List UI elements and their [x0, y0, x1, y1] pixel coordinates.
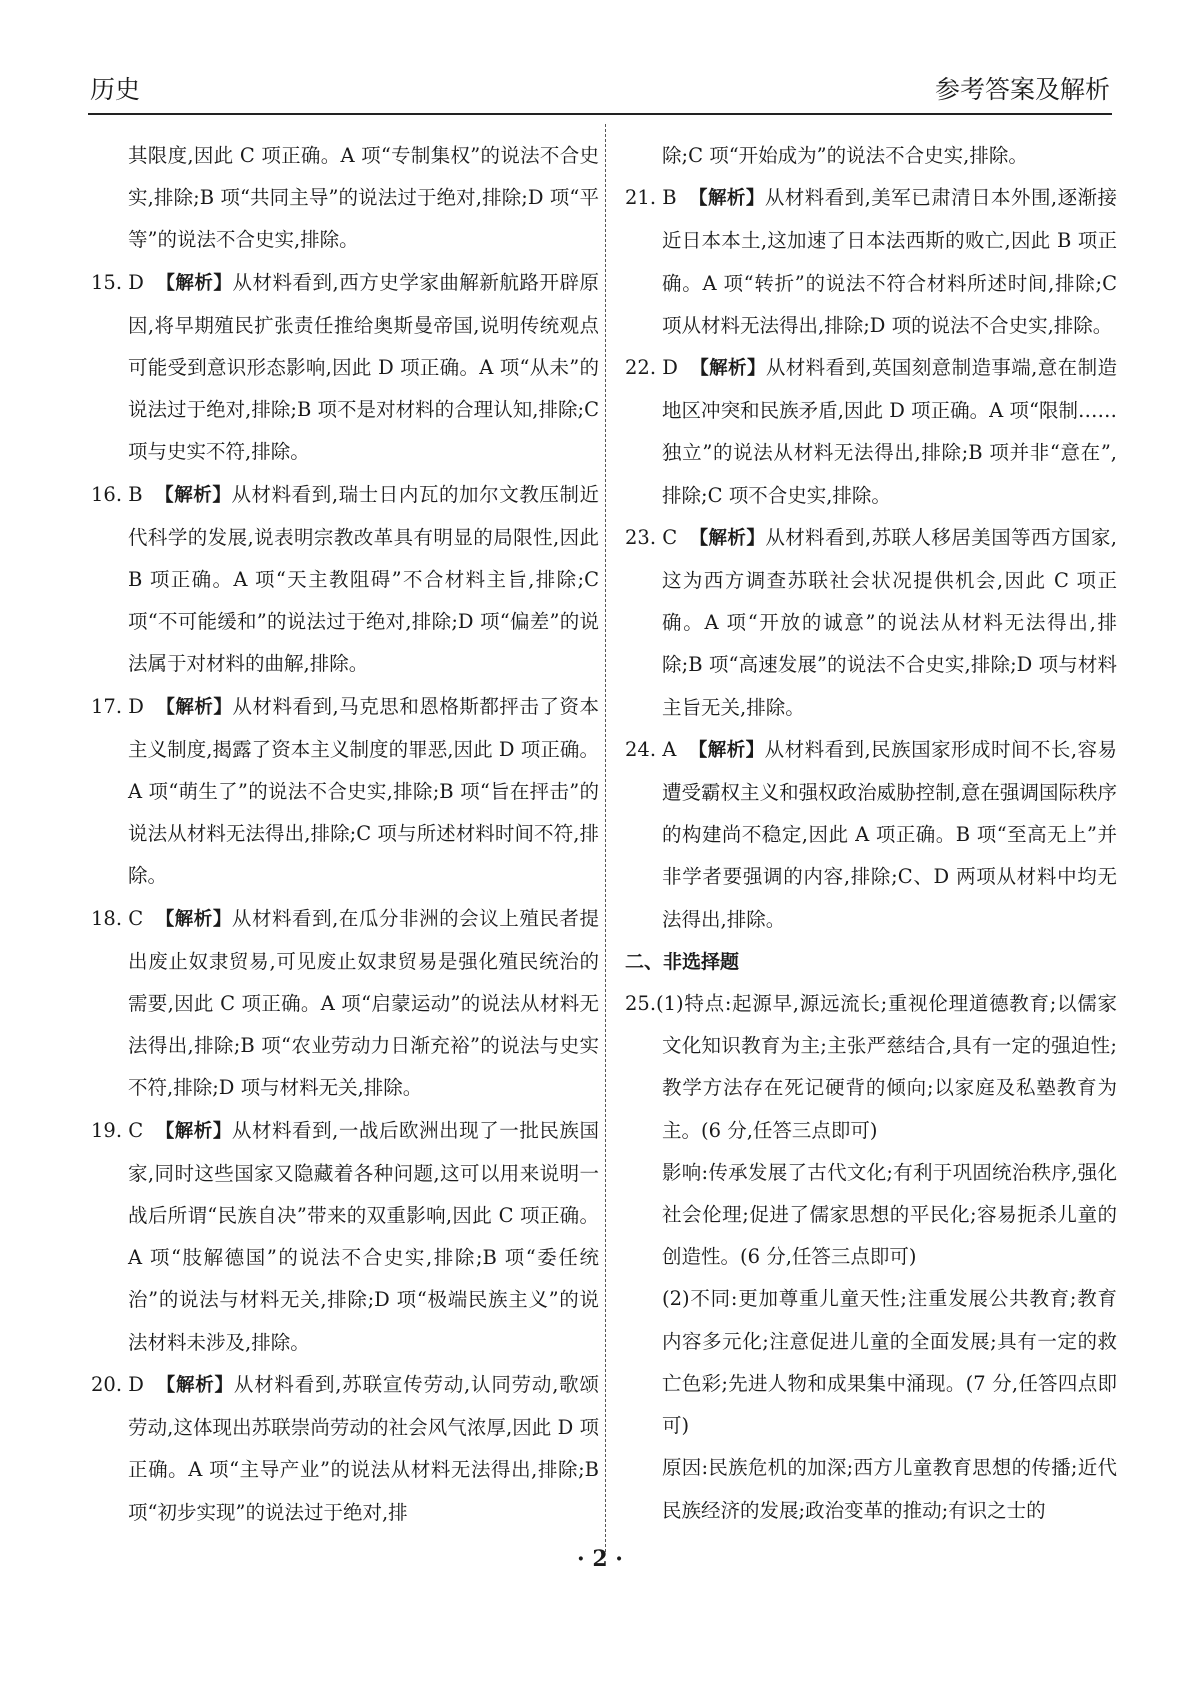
answer-18: [91, 898, 599, 1110]
answer-number: 17. D: [91, 694, 144, 718]
answer-25-part1: [625, 983, 1117, 1152]
answer-number: 18. C: [91, 906, 144, 930]
answer-17: [91, 686, 599, 898]
answer-number: 24. A: [625, 737, 677, 761]
column-divider: [605, 124, 606, 1552]
analysis-tag: 【解析】: [155, 1374, 234, 1396]
answer-number: 25.: [625, 992, 657, 1016]
answer-number: 19. C: [91, 1118, 144, 1142]
page-number: · 2 ·: [577, 1546, 623, 1572]
analysis-tag: 【解析】: [154, 484, 232, 506]
answer-text: 从材料看到,马克思和恩格斯都抨击了资本主义制度,揭露了资本主义制度的罪恶,因此 D 项正确。A 项“萌生了”的说法不合史实,排除;B 项“旨在抨击”的说法从材料无法得出,排除;C 项与所述材料时间不符,排除。: [128, 694, 599, 888]
answer-number: 23. C: [625, 525, 678, 549]
answer-21: [625, 177, 1117, 347]
answer-text: 从材料看到,苏联人移居美国等西方国家,这为西方调查苏联社会状况提供机会,因此 C 项正确。A 项“开放的诚意”的说法从材料无法得出,排除;B 项“高速发展”的说法不合史实,排除;D 项与材料主旨无关,排除。: [662, 525, 1117, 719]
analysis-tag: 【解析】: [155, 1120, 232, 1142]
answer-22: [625, 347, 1117, 517]
section-heading: 二、非选择题: [625, 950, 740, 973]
page-header: [88, 70, 1112, 116]
answer-text: 从材料看到,英国刻意制造事端,意在制造地区冲突和民族矛盾,因此 D 项正确。A 项“限制……独立”的说法从材料无法得出,排除;B 项并非“意在”,排除;C 项不合史实,排除。: [662, 356, 1117, 507]
answer-text: 从材料看到,在瓜分非洲的会议上殖民者提出废止奴隶贸易,可见废止奴隶贸易是强化殖民统治的需要,因此 C 项正确。A 项“启蒙运动”的说法从材料无法得出,排除;B 项“农业劳动力日渐充裕”的说法与史实不符,排除;D 项与材料无关,排除。: [128, 906, 599, 1100]
answer-16: [91, 474, 599, 686]
answer-23: [625, 517, 1117, 729]
analysis-tag: 【解析】: [155, 696, 233, 718]
answer-25-influence: 影响:传承发展了古代文化;有利于巩固统治秩序,强化社会伦理;促进了儒家思想的平民化;容易扼杀儿童的创造性。(6 分,任答三点即可): [662, 1160, 1117, 1269]
answer-number: 16. B: [91, 482, 143, 506]
header-rule: [88, 113, 1112, 115]
answer-text: 从材料看到,美军已肃清日本外围,逐渐接近日本本土,这加速了日本法西斯的败亡,因此 B 项正确。A 项“转折”的说法不符合材料所述时间,排除;C 项从材料无法得出,排除;D 项的说法不合史实,排除。: [662, 186, 1117, 337]
answer-20: [91, 1364, 599, 1534]
analysis-tag: 【解析】: [688, 739, 765, 761]
continued-answer: 其限度,因此 C 项正确。A 项“专制集权”的说法不合史实,排除;B 项“共同主导”的说法过于绝对,排除;D 项“平等”的说法不合史实,排除。: [128, 144, 599, 252]
analysis-tag: 【解析】: [689, 527, 766, 549]
answer-number: 15. D: [91, 270, 144, 294]
answer-number: 22. D: [625, 356, 678, 380]
answer-24: [625, 729, 1117, 941]
analysis-tag: 【解析】: [688, 188, 765, 210]
answer-text: 从材料看到,瑞士日内瓦的加尔文教压制近代科学的发展,说表明宗教改革具有明显的局限性,因此 B 项正确。A 项“天主教阻碍”不合材料主旨,排除;C 项“不可能缓和”的说法过于绝对,排除;D 项“偏差”的说法属于对材料的曲解,排除。: [128, 482, 599, 676]
answer-25-part2: (2)不同:更加尊重儿童天性;注重发展公共教育;教育内容多元化;注意促进儿童的全面发展;具有一定的救亡色彩;先进人物和成果集中涌现。(7 分,任答四点即可): [662, 1287, 1117, 1438]
answer-number: 21. B: [625, 186, 677, 210]
analysis-tag: 【解析】: [689, 358, 766, 380]
answer-15: [91, 262, 599, 474]
answer-text: 从材料看到,苏联宣传劳动,认同劳动,歌颂劳动,这体现出苏联崇尚劳动的社会风气浓厚,因此 D 项正确。A 项“主导产业”的说法从材料无法得出,排除;B 项“初步实现”的说法过于绝对,排: [128, 1372, 599, 1524]
left-column: [91, 135, 599, 1534]
answer-text: (1)特点:起源早,源远流长;重视伦理道德教育;以儒家文化知识教育为主;主张严慈结合,具有一定的强迫性;教学方法存在死记硬背的倾向;以家庭及私塾教育为主。(6 分,任答三点即可): [656, 992, 1117, 1142]
answer-25-reasons: 原因:民族危机的加深;西方儿童教育思想的传播;近代民族经济的发展;政治变革的推动;有识之士的: [662, 1456, 1117, 1522]
document-title: 参考答案及解析: [934, 75, 1110, 104]
right-column: [625, 135, 1117, 1532]
analysis-tag: 【解析】: [155, 908, 232, 930]
answer-text: 从材料看到,民族国家形成时间不长,容易遭受霸权主义和强权政治威胁控制,意在强调国际秩序的构建尚不稳定,因此 A 项正确。B 项“至高无上”并非学者要强调的内容,排除;C、D 两项从材料中均无法得出,排除。: [662, 737, 1117, 931]
analysis-tag: 【解析】: [155, 272, 233, 294]
answer-text: 从材料看到,西方史学家曲解新航路开辟原因,将早期殖民扩张责任推给奥斯曼帝国,说明传统观点可能受到意识形态影响,因此 D 项正确。A 项“从未”的说法过于绝对,排除;B 项不是对材料的合理认知,排除;C 项与史实不符,排除。: [128, 270, 599, 464]
continued-answer: 除;C 项“开始成为”的说法不合史实,排除。: [662, 144, 1028, 167]
answer-text: 从材料看到,一战后欧洲出现了一批民族国家,同时这些国家又隐藏着各种问题,这可以用来说明一战后所谓“民族自决”带来的双重影响,因此 C 项正确。A 项“肢解德国”的说法不合史实,排除;B 项“委任统治”的说法与材料无关,排除;D 项“极端民族主义”的说法材料未涉及,排除。: [128, 1118, 599, 1354]
answer-number: 20. D: [91, 1372, 144, 1396]
subject-label: 历史: [90, 75, 141, 104]
answer-19: [91, 1110, 599, 1364]
